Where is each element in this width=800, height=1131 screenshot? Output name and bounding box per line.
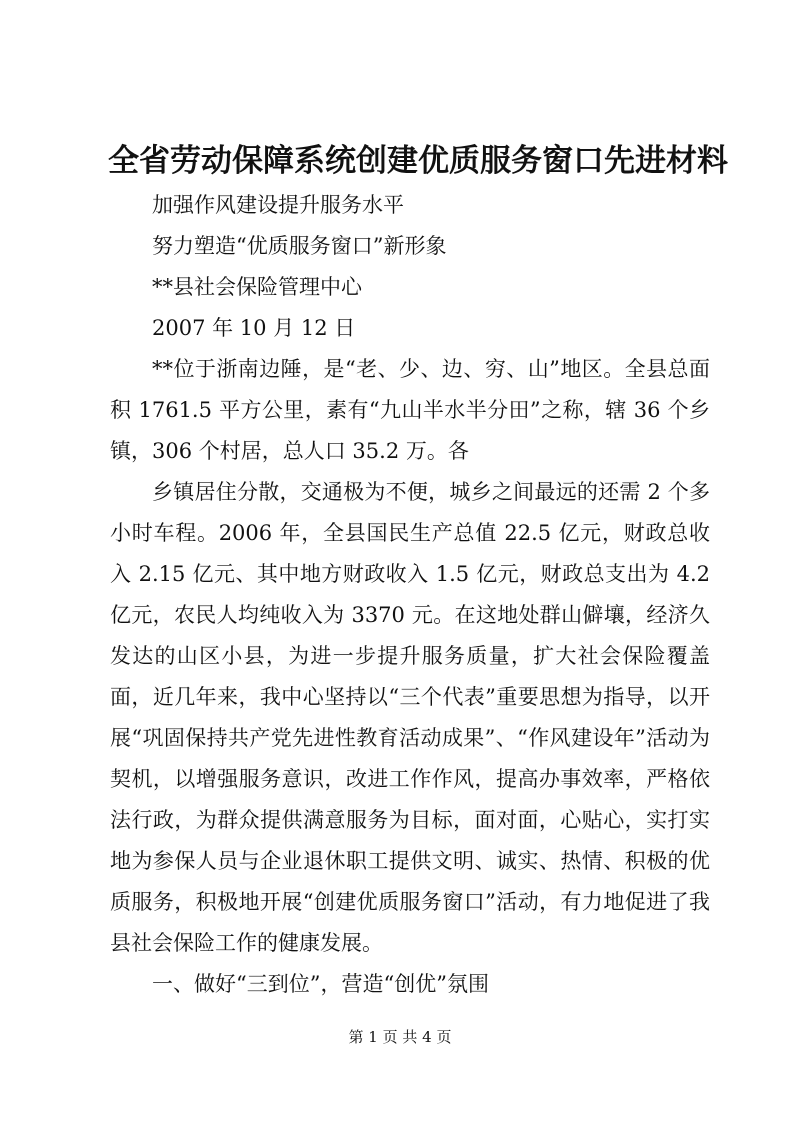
paragraph-2: 乡镇居住分散，交通极为不便，城乡之间最远的还需 2 个多小时车程。2006 年，全县国民生产总值 22.5 亿元，财政总收入 2.15 亿元、其中地方财政收入 1.5 亿元，财政总支出为 4.2 亿元，农民人均纯收入为 3370 元。在这地处群山僻壤，经济久发达的山区小县，为进一步提升服务质量，扩大社会保险覆盖面，近几年来，我中心坚持以“三个代表”重要思想为指导，以开展“巩固保持共产党先进性教育活动成果”、“作风建设年”活动为契机，以增强服务意识，改进工作作风，提高办事效率，严格依法行政，为群众提供满意服务为目标，面对面，心贴心，实打实地为参保人员与企业退休职工提供文明、诚实、热情、积极的优质服务，积极地开展“创建优质服务窗口”活动，有力地促进了我县社会保险工作的健康发展。	[110, 480, 710, 955]
subtitle-line-1: 加强作风建设提升服务水平	[152, 193, 404, 217]
author-line: **县社会保险管理中心	[152, 275, 362, 299]
document-body	[110, 185, 710, 1005]
section-heading: 一、做好“三到位”，营造“创优”氛围	[152, 972, 489, 996]
date-line: 2007 年 10 月 12 日	[152, 316, 356, 340]
page-footer: 第 1 页 共 4 页	[348, 1028, 452, 1046]
subtitle-line-2: 努力塑造“优质服务窗口”新形象	[152, 234, 447, 258]
paragraph-1: **位于浙南边陲，是“老、少、边、穷、山”地区。全县总面积 1761.5 平方公里，素有“九山半水半分田”之称，辖 36 个乡镇，306 个村居，总人口 35.2 万。各	[110, 357, 710, 463]
document-title: 全省劳动保障系统创建优质服务窗口先进材料	[108, 143, 728, 179]
